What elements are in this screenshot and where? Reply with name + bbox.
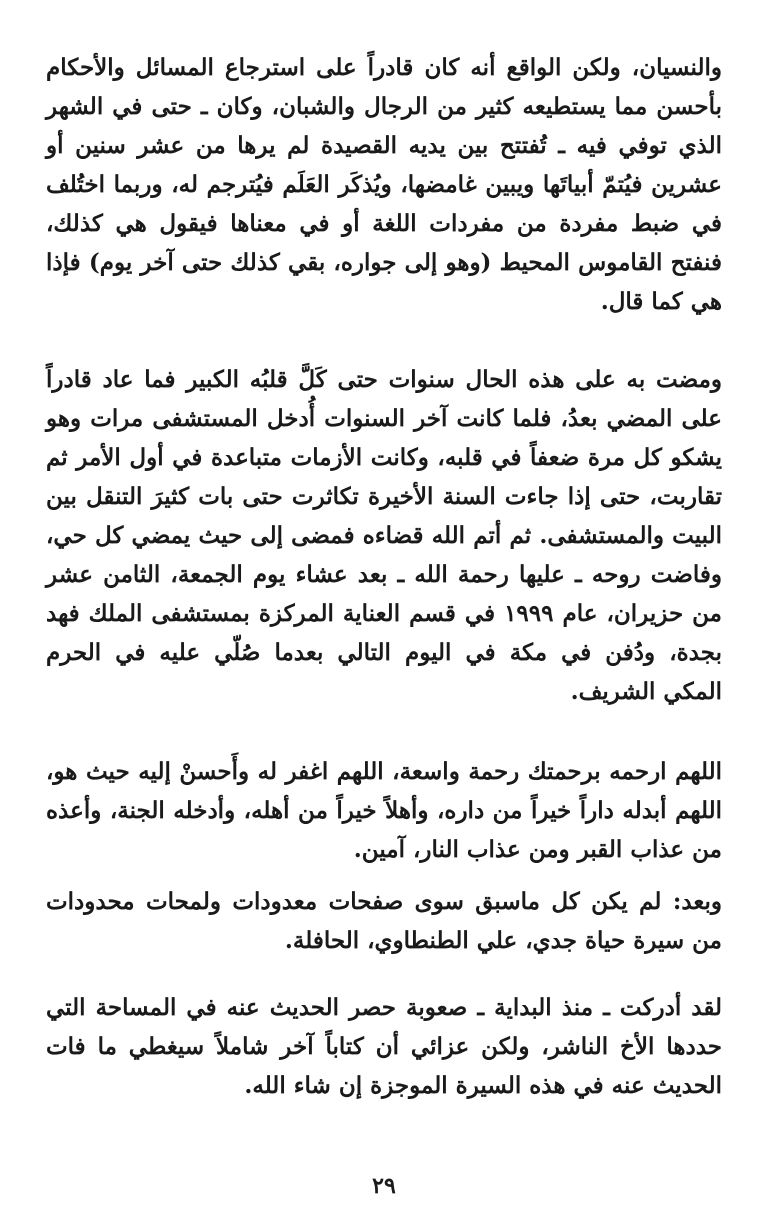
page-number: ٢٩	[372, 1173, 396, 1199]
paragraph-closing: لقد أدركت ـ منذ البداية ـ صعوبة حصر الحديث عنه في المساحة التي حددها الأخ الناشر، ولكن عزائي أن كتاباً آخر شاملاً سيغطي ما فات الحديث عنه في هذه السيرة الموجزة إن شاء الله.	[46, 994, 722, 1099]
paragraph-memory: والنسيان، ولكن الواقع أنه كان قادراً على استرجاع المسائل والأحكام بأحسن مما يستطيعه كثير من الرجال والشبان، وكان ـ حتى في الشهر الذي توفي فيه ـ تُفتتح بين يديه القصيدة لم يرها من عشر سنين أو عشرين فيُتمّ أبياتَها ويبين غامضها، ويُذكَر العَلَم فيُترجم له، وربما اختُلف في ضبط مفردة من مفردات اللغة أو في معناها فيقول هي كذلك، فنفتح القاموس المحيط (وهو إلى جواره، بقي كذلك حتى آخر يوم) فإذا هي كما قال.	[46, 54, 722, 315]
paragraph-afterword	[46, 882, 722, 960]
afterword-text: لم يكن كل ماسبق سوى صفحات معدودات ولمحات محدودات من سيرة حياة جدي، علي الطنطاوي، الحافلة.	[46, 888, 722, 954]
paragraph-illness-death: ومضت به على هذه الحال سنوات حتى كَلَّ قلبُه الكبير فما عاد قادراً على المضي بعدُ، فلما كانت آخر السنوات أُدخل المستشفى مرات وهو يشكو كل مرة ضعفاً في قلبه، وكانت الأزمات متباعدة في أول الأمر ثم تقاربت، حتى إذا جاءت السنة الأخيرة تكاثرت حتى بات كثيرَ التنقل بين البيت والمستشفى. ثم أتم الله قضاءه فمضى إلى حيث يمضي كل حي، وفاضت روحه ـ عليها رحمة الله ـ بعد عشاء يوم الجمعة، الثامن عشر من حزيران، عام ١٩٩٩ في قسم العناية المركزة بمستشفى الملك فهد بجدة، ودُفن في مكة في اليوم التالي بعدما صُلّي عليه في الحرم المكي الشريف.	[46, 366, 722, 705]
paragraph-prayer: اللهم ارحمه برحمتك رحمة واسعة، اللهم اغفر له وأَحسنْ إليه حيث هو، اللهم أبدله داراً خيراً من داره، وأهلاً خيراً من أهله، وأدخله الجنة، وأعذه من عذاب القبر ومن عذاب النار، آمين.	[46, 758, 722, 863]
afterword-lead: وبعد:	[672, 888, 722, 915]
